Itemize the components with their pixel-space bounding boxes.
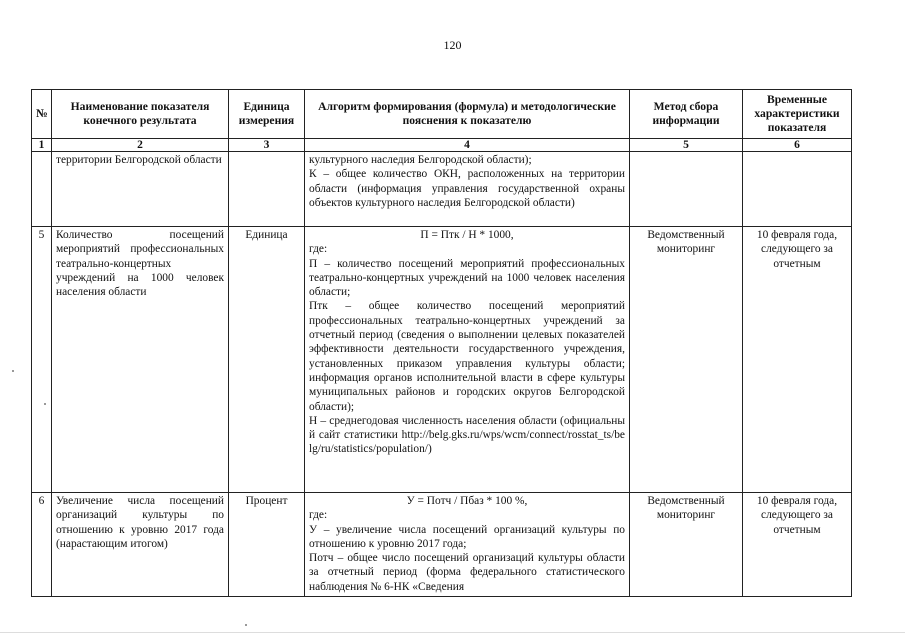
- algorithm-text: Н – среднегодовая численность населения области (официальный сайт статистики http://belg.gks.ru/wps/wcm/connect/rosstat_ts/belg/ru/statistics/population/): [309, 414, 625, 456]
- timing: [743, 152, 852, 227]
- scan-speck: [12, 370, 14, 372]
- algorithm-text: где:: [309, 509, 328, 522]
- header-method: Метод сбора информации: [630, 90, 743, 139]
- algorithm-cell: [305, 227, 630, 493]
- header-num: №: [32, 90, 52, 139]
- page-number: 120: [443, 38, 462, 52]
- collection-method: [630, 152, 743, 227]
- column-number: 1: [32, 139, 52, 152]
- scan-speck: [44, 403, 46, 405]
- indicator-name: Количество посещений мероприятий профессиональных театрально-концертных учреждений на 1000 человек населения области: [52, 227, 229, 493]
- header-unit: Единица измерения: [229, 90, 305, 139]
- unit: Процент: [229, 493, 305, 597]
- algorithm-text: где:: [309, 243, 328, 256]
- collection-method: Ведомственный мониторинг: [630, 227, 743, 493]
- column-number: 5: [630, 139, 743, 152]
- formula: П = Птк / Н * 1000,: [420, 229, 514, 241]
- header-name: Наименование показателя конечного результата: [52, 90, 229, 139]
- column-number: 4: [305, 139, 630, 152]
- timing: 10 февраля года, следующего за отчетным: [743, 493, 852, 597]
- algorithm-text: У – увеличение числа посещений организаций культуры по отношению к уровню 2017 года;: [309, 523, 625, 550]
- table-row: [32, 152, 852, 227]
- row-number: [32, 152, 52, 227]
- row-number: 5: [32, 227, 52, 493]
- indicator-name: территории Белгородской области: [52, 152, 229, 227]
- row-number: 6: [32, 493, 52, 597]
- algorithm-text: К – общее количество ОКН, расположенных на территории области (информация управления государственной охраны объектов культурного наследия Белгородской области): [309, 168, 625, 209]
- collection-method: Ведомственный мониторинг: [630, 493, 743, 597]
- header-algorithm: Алгоритм формирования (формула) и методологические пояснения к показателю: [305, 90, 630, 139]
- unit: [229, 152, 305, 227]
- scan-speck: [245, 624, 247, 626]
- formula: У = Потч / Пбаз * 100 %,: [406, 495, 528, 507]
- algorithm-text: Потч – общее число посещений организаций культуры области за отчетный период (форма федерального статистического наблюдения № 6-НК «Сведения: [309, 552, 625, 593]
- scan-edge-line: [0, 632, 905, 633]
- algorithm-text: культурного наследия Белгородской области);: [309, 154, 532, 166]
- algorithm-text: П – количество посещений мероприятий профессиональных театрально-концертных учреждений на 1000 человек населения области;: [309, 257, 625, 299]
- column-number: 3: [229, 139, 305, 152]
- algorithm-text: Птк – общее количество посещений мероприятий профессиональных театрально-концертных учреждений за отчетный период (сведения о выполнении целевых показателей эффективности деятельности государственного учреждения, установленных приказом управления культуры области; информация органов исполнительной власти в сфере культуры муниципальных районов и городских округов Белгородской области);: [309, 300, 625, 413]
- column-number-row: [32, 139, 852, 152]
- unit: Единица: [229, 227, 305, 493]
- indicators-table: [31, 89, 852, 597]
- algorithm-cell: [305, 152, 630, 227]
- algorithm-cell: [305, 493, 630, 597]
- header-row: [32, 90, 852, 139]
- header-timing: Временные характеристики показателя: [743, 90, 852, 139]
- table-row: [32, 227, 852, 493]
- indicator-name: Увеличение числа посещений организаций культуры по отношению к уровню 2017 года (нарастающим итогом): [52, 493, 229, 597]
- column-number: 2: [52, 139, 229, 152]
- timing: 10 февраля года, следующего за отчетным: [743, 227, 852, 493]
- column-number: 6: [743, 139, 852, 152]
- table-row: [32, 493, 852, 597]
